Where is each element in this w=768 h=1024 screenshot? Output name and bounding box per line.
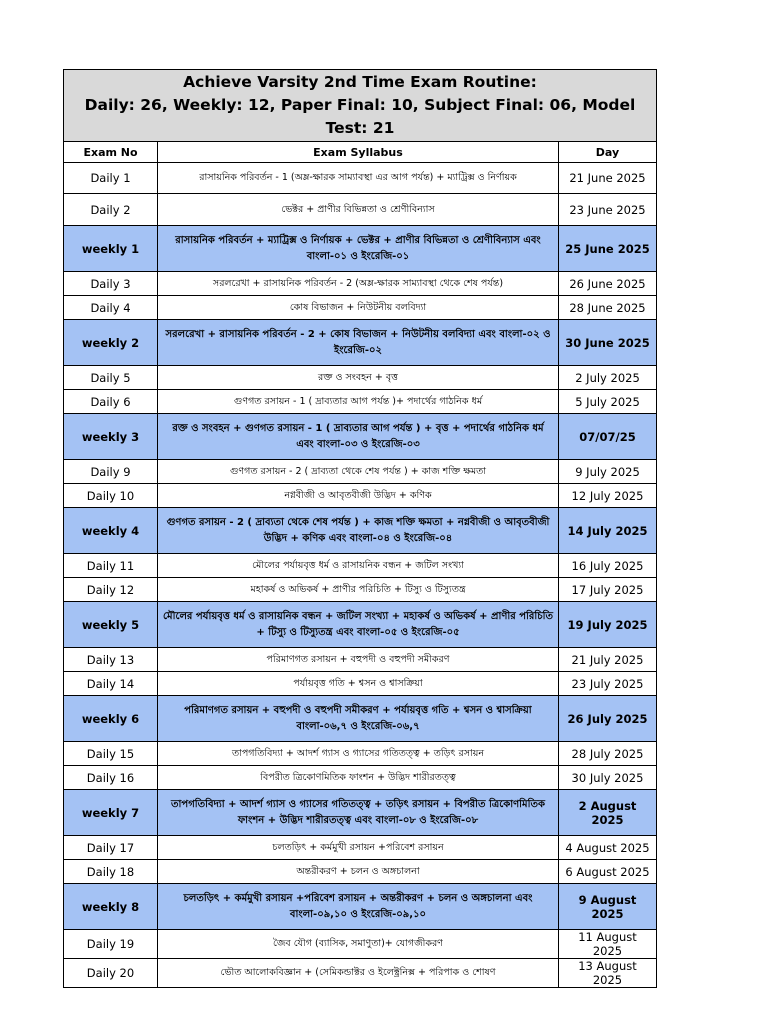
table-row (64, 648, 657, 672)
table-row (64, 672, 657, 696)
table-row (64, 296, 657, 320)
exam-routine-table (63, 69, 657, 988)
table-row (64, 930, 657, 959)
exam-no-cell: weekly 1 (64, 226, 158, 272)
table-row (64, 790, 657, 836)
exam-no-cell: weekly 2 (64, 320, 158, 366)
header-day: Day (559, 142, 657, 163)
routine-title-line-1: Achieve Varsity 2nd Time Exam Routine: (183, 73, 537, 91)
exam-day-cell: 11 August 2025 (559, 930, 657, 959)
exam-syllabus-cell: গুণগত রসায়ন - 2 ( দ্রাব্যতা থেকে শেষ পর্যন্ত ) + কাজ শক্তি ক্ষমতা + নগ্নবীজী ও আবৃতবীজী উদ্ভিদ + কণিক এবং বাংলা-০৪ ও ইংরেজি-০৪ (158, 508, 559, 554)
exam-no-cell: Daily 11 (64, 554, 158, 578)
exam-day-cell: 6 August 2025 (559, 860, 657, 884)
exam-no-cell: Daily 1 (64, 163, 158, 194)
exam-day-cell: 19 July 2025 (559, 602, 657, 648)
table-row (64, 696, 657, 742)
exam-syllabus-cell: রাসায়নিক পরিবর্তন - 1 (অম্ল-ক্ষারক সাম্যাবস্থা এর আগ পর্যন্ত) + ম্যাট্রিক্স ও নির্ণায়ক (158, 163, 559, 194)
exam-syllabus-cell: মৌলের পর্যায়বৃত্ত ধর্ম ও রাসায়নিক বন্ধন + জটিল সংখ্যা (158, 554, 559, 578)
table-row (64, 320, 657, 366)
exam-syllabus-cell: বিপরীত ত্রিকোণমিতিক ফাংশন + উদ্ভিদ শারীরতত্ত্ব (158, 766, 559, 790)
table-row (64, 366, 657, 390)
exam-day-cell: 23 July 2025 (559, 672, 657, 696)
table-row (64, 484, 657, 508)
exam-no-cell: Daily 16 (64, 766, 158, 790)
exam-syllabus-cell: নগ্নবীজী ও আবৃতবীজী উদ্ভিদ + কণিক (158, 484, 559, 508)
exam-no-cell: Daily 15 (64, 742, 158, 766)
exam-day-cell: 2 July 2025 (559, 366, 657, 390)
exam-routine-sheet (63, 69, 656, 988)
exam-day-cell: 13 August 2025 (559, 959, 657, 988)
exam-no-cell: Daily 18 (64, 860, 158, 884)
exam-day-cell: 07/07/25 (559, 414, 657, 460)
exam-no-cell: weekly 7 (64, 790, 158, 836)
exam-syllabus-cell: মহাকর্ষ ও অভিকর্ষ + প্রাণীর পরিচিতি + টিস্যু ও টিস্যুতন্ত্র (158, 578, 559, 602)
table-row (64, 390, 657, 414)
exam-day-cell: 25 June 2025 (559, 226, 657, 272)
table-row (64, 554, 657, 578)
exam-day-cell: 9 July 2025 (559, 460, 657, 484)
table-row (64, 742, 657, 766)
exam-no-cell: Daily 4 (64, 296, 158, 320)
table-row (64, 414, 657, 460)
exam-syllabus-cell: রক্ত ও সংবহন + বৃত্ত (158, 366, 559, 390)
exam-no-cell: Daily 3 (64, 272, 158, 296)
table-row (64, 578, 657, 602)
table-row (64, 508, 657, 554)
table-row (64, 860, 657, 884)
exam-syllabus-cell: অন্তরীকরণ + চলন ও অঙ্গচালনা (158, 860, 559, 884)
header-exam-no: Exam No (64, 142, 158, 163)
table-row (64, 836, 657, 860)
exam-syllabus-cell: রক্ত ও সংবহন + গুণগত রসায়ন - 1 ( দ্রাব্যতার আগ পর্যন্ত ) + বৃত্ত + পদার্থের গাঠনিক ধর্ম এবং বাংলা-০৩ ও ইংরেজি-০৩ (158, 414, 559, 460)
exam-day-cell: 4 August 2025 (559, 836, 657, 860)
table-row (64, 272, 657, 296)
exam-day-cell: 2 August 2025 (559, 790, 657, 836)
exam-syllabus-cell: ভৌত আলোকবিজ্ঞান + (সেমিকন্ডাক্টর ও ইলেক্ট্রনিক্স + পরিপাক ও শোষণ (158, 959, 559, 988)
exam-day-cell: 28 June 2025 (559, 296, 657, 320)
exam-no-cell: Daily 13 (64, 648, 158, 672)
exam-day-cell: 28 July 2025 (559, 742, 657, 766)
exam-day-cell: 30 June 2025 (559, 320, 657, 366)
exam-no-cell: Daily 9 (64, 460, 158, 484)
exam-no-cell: Daily 17 (64, 836, 158, 860)
routine-title (64, 70, 657, 142)
table-row (64, 884, 657, 930)
exam-day-cell: 23 June 2025 (559, 194, 657, 226)
exam-syllabus-cell: পর্যায়বৃত্ত গতি + শ্বসন ও শ্বাসক্রিয়া (158, 672, 559, 696)
exam-no-cell: weekly 6 (64, 696, 158, 742)
exam-syllabus-cell: তাপগতিবিদ্যা + আদর্শ গ্যাস ও গ্যাসের গতিতত্ত্ব + তড়িৎ রসায়ন + বিপরীত ত্রিকোণমিতিক ফাংশন + উদ্ভিদ শারীরতত্ত্ব এবং বাংলা-০৮ ও ইংরেজি-০৮ (158, 790, 559, 836)
exam-syllabus-cell: সরলরেখা + রাসায়নিক পরিবর্তন - 2 + কোষ বিভাজন + নিউটনীয় বলবিদ্যা এবং বাংলা-০২ ও ইংরেজি-০২ (158, 320, 559, 366)
table-row (64, 194, 657, 226)
exam-day-cell: 26 July 2025 (559, 696, 657, 742)
header-exam-syllabus: Exam Syllabus (158, 142, 559, 163)
exam-day-cell: 9 August 2025 (559, 884, 657, 930)
exam-day-cell: 21 June 2025 (559, 163, 657, 194)
exam-day-cell: 30 July 2025 (559, 766, 657, 790)
exam-no-cell: Daily 5 (64, 366, 158, 390)
exam-syllabus-cell: ভেক্টর + প্রাণীর বিভিন্নতা ও শ্রেণীবিন্যাস (158, 194, 559, 226)
exam-syllabus-cell: পরিমাণগত রসায়ন + বহুপদী ও বহুপদী সমীকরণ + পর্যায়বৃত্ত গতি + শ্বসন ও শ্বাসক্রিয়া বাংলা-০৬,৭ ও ইংরেজি-০৬,৭ (158, 696, 559, 742)
table-row (64, 460, 657, 484)
exam-day-cell: 12 July 2025 (559, 484, 657, 508)
exam-day-cell: 17 July 2025 (559, 578, 657, 602)
exam-no-cell: weekly 4 (64, 508, 158, 554)
exam-no-cell: Daily 20 (64, 959, 158, 988)
exam-no-cell: weekly 8 (64, 884, 158, 930)
exam-day-cell: 14 July 2025 (559, 508, 657, 554)
exam-syllabus-cell: চলতড়িৎ + কর্মমুখী রসায়ন +পরিবেশ রসায়ন + অন্তরীকরণ + চলন ও অঙ্গচালনা এবং বাংলা-০৯,১০ ও ইংরেজি-০৯,১০ (158, 884, 559, 930)
exam-day-cell: 16 July 2025 (559, 554, 657, 578)
exam-syllabus-cell: সরলরেখা + রাসায়নিক পরিবর্তন - 2 (অম্ল-ক্ষারক সাম্যাবস্থা থেকে শেষ পর্যন্ত) (158, 272, 559, 296)
routine-title-line-2: Daily: 26, Weekly: 12, Paper Final: 10, Subject Final: 06, Model Test: 21 (84, 96, 636, 137)
exam-day-cell: 5 July 2025 (559, 390, 657, 414)
table-row (64, 226, 657, 272)
table-row (64, 766, 657, 790)
table-row (64, 163, 657, 194)
exam-day-cell: 21 July 2025 (559, 648, 657, 672)
exam-syllabus-cell: জৈব যৌগ (ব্যাসিক, সমাণুতা)+ যোগজীকরণ (158, 930, 559, 959)
table-row (64, 602, 657, 648)
exam-syllabus-cell: চলতড়িৎ + কর্মমুখী রসায়ন +পরিবেশ রসায়ন (158, 836, 559, 860)
exam-no-cell: Daily 19 (64, 930, 158, 959)
exam-no-cell: Daily 14 (64, 672, 158, 696)
exam-syllabus-cell: তাপগতিবিদ্যা + আদর্শ গ্যাস ও গ্যাসের গতিতত্ত্ব + তড়িৎ রসায়ন (158, 742, 559, 766)
exam-syllabus-cell: গুণগত রসায়ন - 2 ( দ্রাব্যতা থেকে শেষ পর্যন্ত ) + কাজ শক্তি ক্ষমতা (158, 460, 559, 484)
exam-day-cell: 26 June 2025 (559, 272, 657, 296)
exam-no-cell: Daily 6 (64, 390, 158, 414)
exam-syllabus-cell: মৌলের পর্যায়বৃত্ত ধর্ম ও রাসায়নিক বন্ধন + জটিল সংখ্যা + মহাকর্ষ ও অভিকর্ষ + প্রাণীর পরিচিতি + টিস্যু ও টিস্যুতন্ত্র এবং বাংলা-০৫ ও ইংরেজি-০৫ (158, 602, 559, 648)
exam-no-cell: weekly 5 (64, 602, 158, 648)
exam-syllabus-cell: কোষ বিভাজন + নিউটনীয় বলবিদ্যা (158, 296, 559, 320)
exam-no-cell: weekly 3 (64, 414, 158, 460)
exam-no-cell: Daily 10 (64, 484, 158, 508)
exam-no-cell: Daily 12 (64, 578, 158, 602)
table-row (64, 959, 657, 988)
exam-syllabus-cell: রাসায়নিক পরিবর্তন + ম্যাট্রিক্স ও নির্ণায়ক + ভেক্টর + প্রাণীর বিভিন্নতা ও শ্রেণীবিন্যাস এবং বাংলা-০১ ও ইংরেজি-০১ (158, 226, 559, 272)
exam-syllabus-cell: গুণগত রসায়ন - 1 ( দ্রাব্যতার আগ পর্যন্ত )+ পদার্থের গাঠনিক ধর্ম (158, 390, 559, 414)
exam-syllabus-cell: পরিমাণগত রসায়ন + বহুপদী ও বহুপদী সমীকরণ (158, 648, 559, 672)
exam-no-cell: Daily 2 (64, 194, 158, 226)
